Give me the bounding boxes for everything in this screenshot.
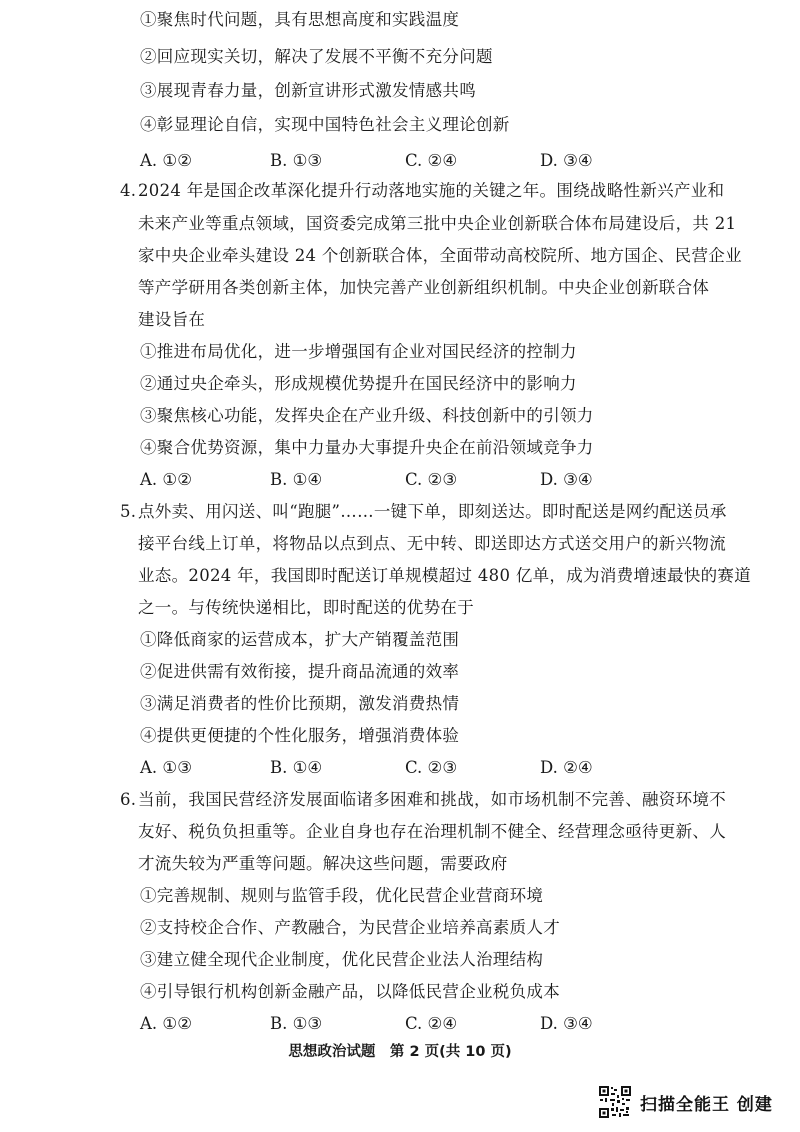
- q4-number: 4.: [120, 181, 137, 200]
- q5-item-1: ①降低商家的运营成本，扩大产销覆盖范围: [140, 630, 460, 649]
- q6-stem-line-3: 才流失较为严重等问题。解决这些问题，需要政府: [138, 854, 508, 873]
- qr-code-icon: [598, 1085, 632, 1119]
- q4-item-2: ②通过央企牵头，形成规模优势提升在国民经济中的影响力: [140, 374, 577, 393]
- q4-stem-line-2: 未来产业等重点领域，国资委完成第三批中央企业创新联合体布局建设后，共 21: [138, 214, 737, 233]
- q6-stem-line-1: 6. 当前，我国民营经济发展面临诸多困难和挑战，如市场机制不完善、融资环境不: [120, 790, 726, 809]
- q5-item-3: ③满足消费者的性价比预期，激发消费热情: [140, 694, 460, 713]
- q6-stem-line-2: 友好、税负负担重等。企业自身也存在治理机制不健全、经营理念亟待更新、人: [138, 822, 726, 841]
- q6-item-3: ③建立健全现代企业制度，优化民营企业法人治理结构: [140, 950, 544, 969]
- q3-option-c: C. ②④: [405, 151, 458, 170]
- q4-stem-line-4: 等产学研用各类创新主体，加快完善产业创新组织机制。中央企业创新联合体: [138, 278, 710, 297]
- q6-option-c: C. ②④: [405, 1014, 458, 1033]
- q5-stem-line-2: 接平台线上订单，将物品以点到点、无中转、即送即达方式送交用户的新兴物流: [138, 534, 726, 553]
- q4-stem-line-5: 建设旨在: [138, 310, 206, 329]
- q6-item-4: ④引导银行机构创新金融产品，以降低民营企业税负成本: [140, 982, 560, 1001]
- q3-option-b: B. ①③: [270, 151, 323, 170]
- q4-option-c: C. ②③: [405, 470, 458, 489]
- q5-item-4: ④提供更便捷的个性化服务，增强消费体验: [140, 726, 460, 745]
- q3-item-3: ③展现青春力量，创新宣讲形式激发情感共鸣: [140, 81, 476, 100]
- q3-option-a: A. ①②: [140, 151, 192, 170]
- q4-option-d: D. ③④: [540, 470, 593, 489]
- q3-item-4: ④彰显理论自信，实现中国特色社会主义理论创新: [140, 115, 510, 134]
- q5-number: 5.: [120, 502, 137, 521]
- q4-item-1: ①推进布局优化，进一步增强国有企业对国民经济的控制力: [140, 342, 577, 361]
- q6-item-1: ①完善规制、规则与监管手段，优化民营企业营商环境: [140, 886, 544, 905]
- q4-option-a: A. ①②: [140, 470, 192, 489]
- q4-stem-line-1: 4. 2024 年是国企改革深化提升行动落地实施的关键之年。围绕战略性新兴产业和: [120, 181, 725, 200]
- q5-item-2: ②促进供需有效衔接，提升商品流通的效率: [140, 662, 460, 681]
- q6-number: 6.: [120, 790, 137, 809]
- q5-stem-line-1: 5. 点外卖、用闪送、叫“跑腿”……一键下单，即刻送达。即时配送是网约配送员承: [120, 502, 727, 521]
- q5-stem-line-3: 业态。2024 年，我国即时配送订单规模超过 480 亿单，成为消费增速最快的赛道: [138, 566, 752, 585]
- q4-option-b: B. ①④: [270, 470, 323, 489]
- q3-item-2: ②回应现实关切，解决了发展不平衡不充分问题: [140, 47, 493, 66]
- q4-item-3: ③聚焦核心功能，发挥央企在产业升级、科技创新中的引领力: [140, 406, 594, 425]
- q5-option-a: A. ①③: [140, 758, 192, 777]
- q5-option-b: B. ①④: [270, 758, 323, 777]
- q3-option-d: D. ③④: [540, 151, 593, 170]
- q6-option-b: B. ①③: [270, 1014, 323, 1033]
- scanner-watermark: [598, 1085, 773, 1119]
- page-footer: 思想政治试题 第 2 页(共 10 页): [288, 1044, 512, 1060]
- q5-option-c: C. ②③: [405, 758, 458, 777]
- q6-item-2: ②支持校企合作、产教融合，为民营企业培养高素质人才: [140, 918, 560, 937]
- q5-stem-line-4: 之一。与传统快递相比，即时配送的优势在于: [138, 598, 474, 617]
- q6-option-d: D. ③④: [540, 1014, 593, 1033]
- q4-stem-line-3: 家中央企业牵头建设 24 个创新联合体，全面带动高校院所、地方国企、民营企业: [138, 246, 742, 265]
- q4-item-4: ④聚合优势资源，集中力量办大事提升央企在前沿领域竞争力: [140, 438, 594, 457]
- q6-option-a: A. ①②: [140, 1014, 192, 1033]
- q3-item-1: ①聚焦时代问题，具有思想高度和实践温度: [140, 10, 460, 29]
- q5-option-d: D. ②④: [540, 758, 593, 777]
- watermark-text: 扫描全能王 创建: [640, 1094, 773, 1115]
